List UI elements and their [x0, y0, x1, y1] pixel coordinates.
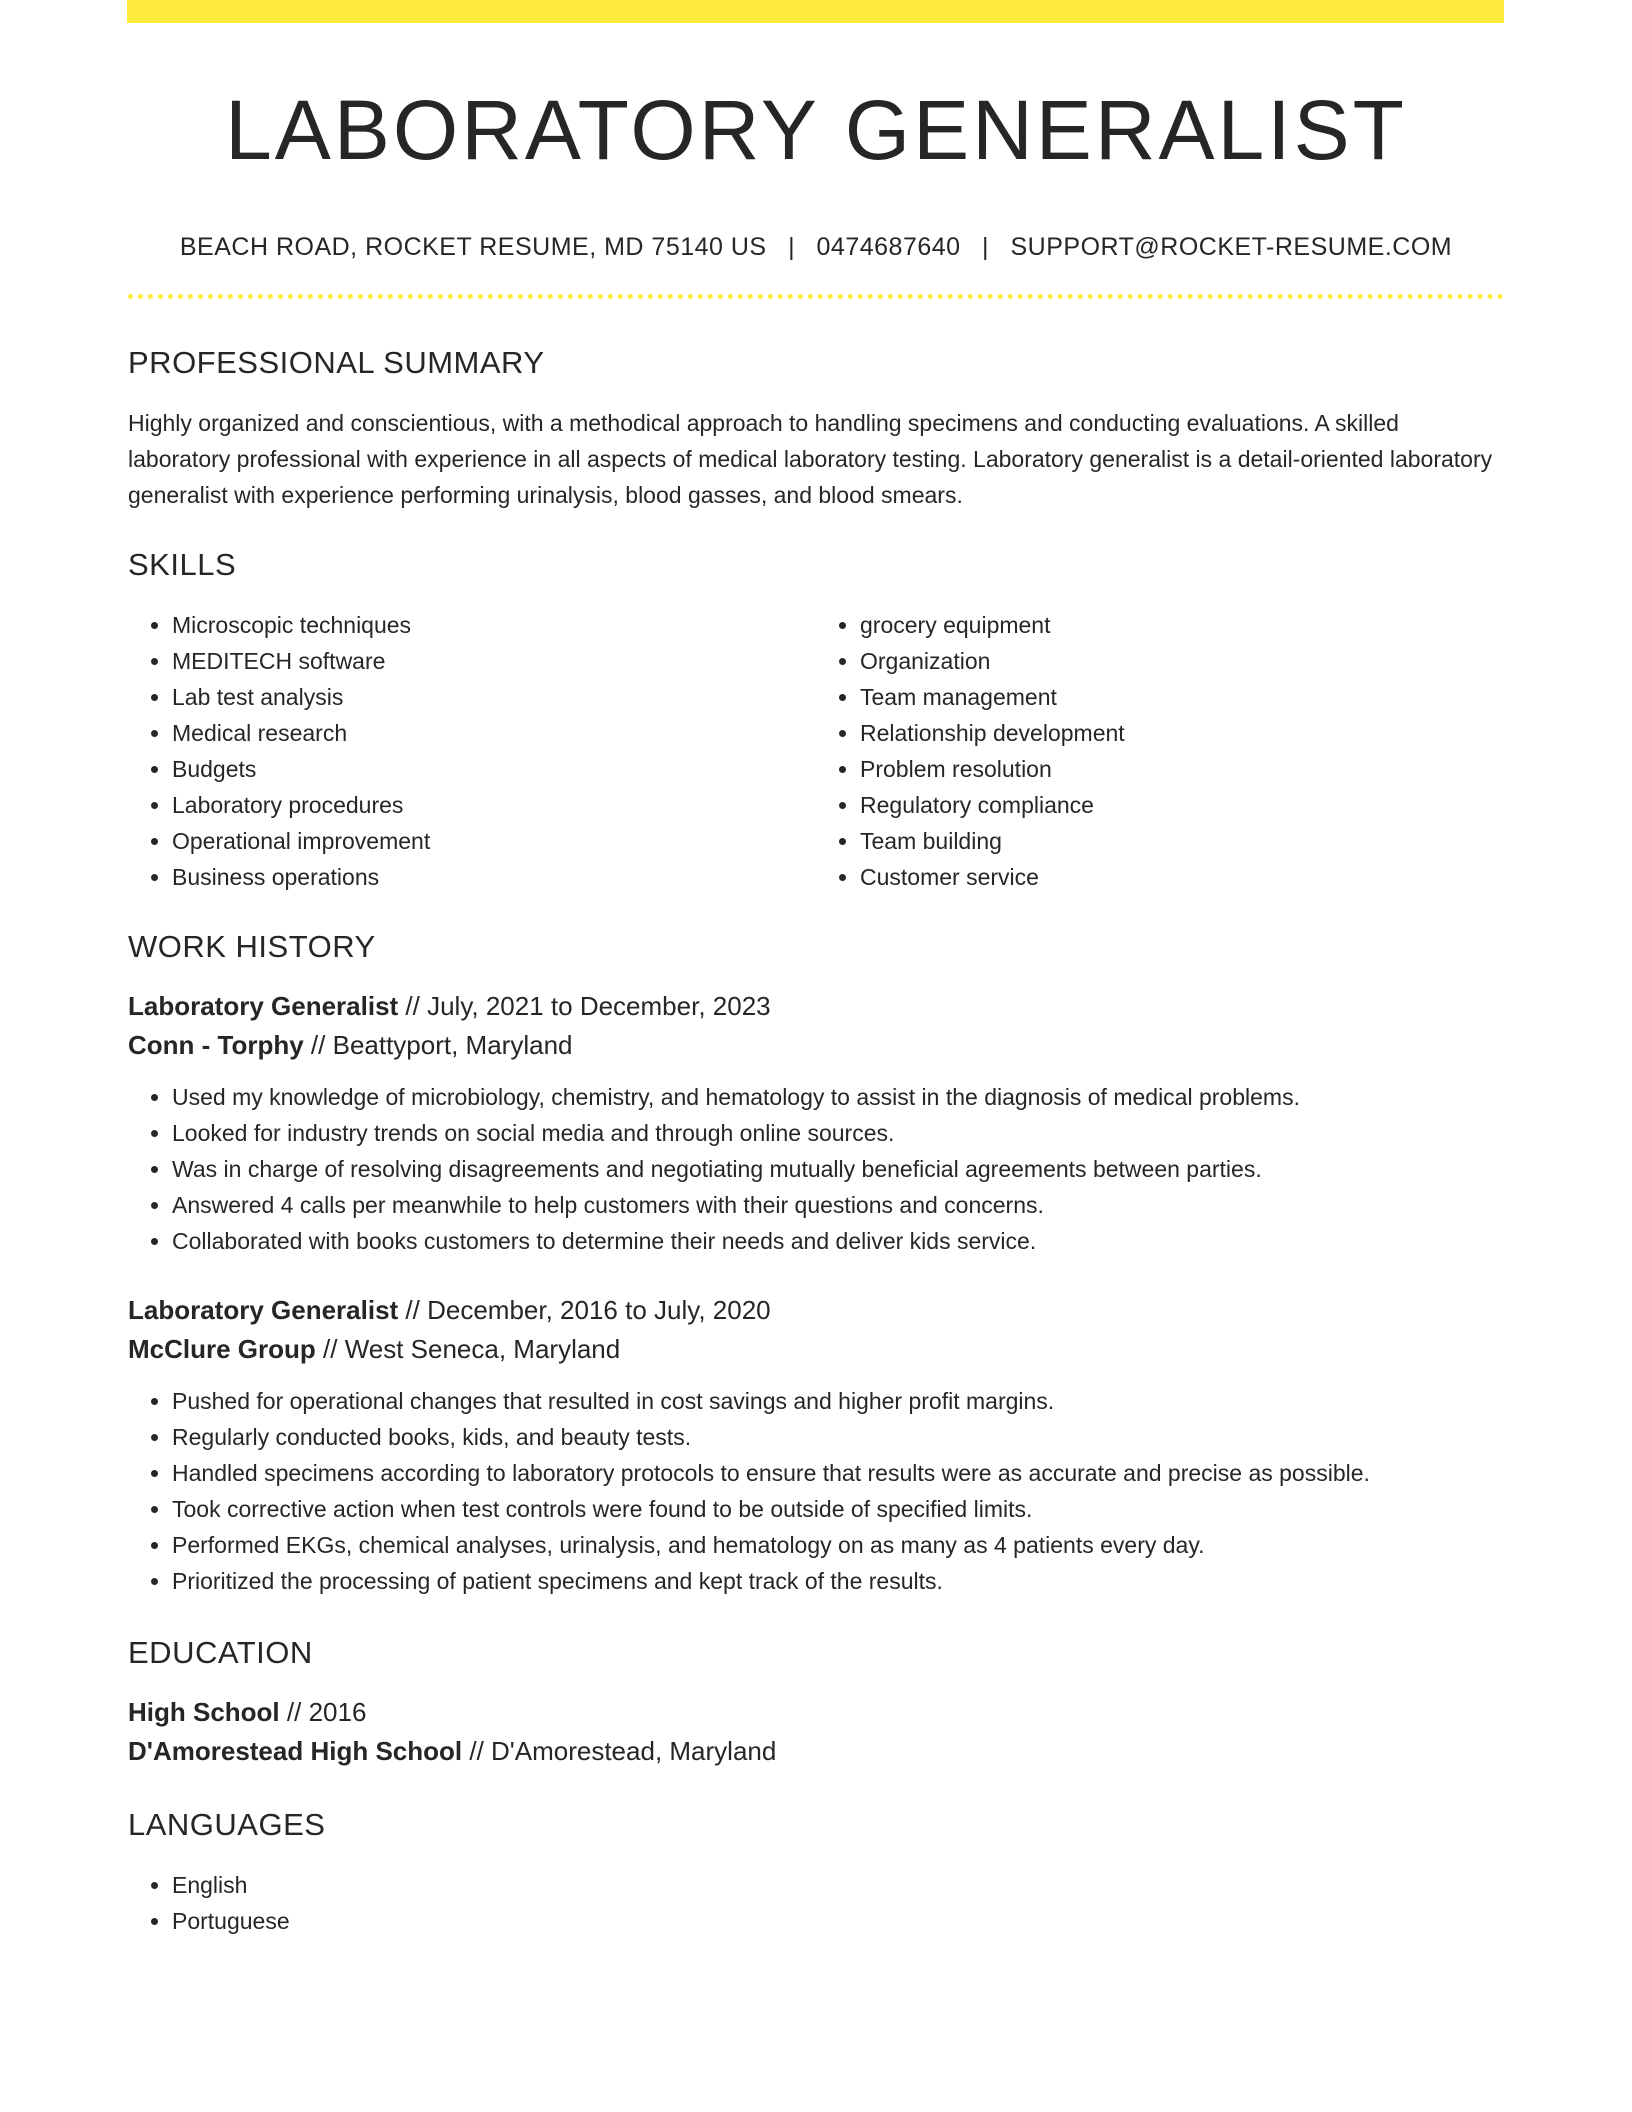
job-entry	[128, 1291, 1504, 1599]
contact-separator: |	[788, 233, 796, 261]
skills-heading: SKILLS	[128, 547, 237, 582]
job-title-line	[128, 1291, 1504, 1330]
summary-section	[128, 343, 1504, 513]
job-company-line	[128, 1026, 1504, 1065]
education-section	[128, 1633, 1504, 1771]
summary-text: Highly organized and conscientious, with a methodical approach to handling specimens and conducting evaluations. A skilled laboratory professional with experience in all aspects of medical laboratory testing. Laboratory generalist is a detail-oriented laboratory generalist with experience performing urinalysis, blood gasses, and blood smears.	[128, 410, 1493, 508]
job-bullets	[128, 1383, 1504, 1599]
job-bullet: • Prioritized the processing of patient specimens and kept track of the results.	[172, 1563, 1504, 1599]
skill-item: • Problem resolution	[860, 751, 1504, 787]
skill-item: • grocery equipment	[860, 607, 1504, 643]
languages-heading: LANGUAGES	[128, 1807, 326, 1842]
job-location: // West Seneca, Maryland	[315, 1334, 621, 1364]
job-bullet: • Pushed for operational changes that resulted in cost savings and higher profit margins.	[172, 1383, 1504, 1419]
resume-name: LABORATORY GENERALIST	[225, 83, 1407, 177]
job-bullet: • Used my knowledge of microbiology, chemistry, and hematology to assist in the diagnosis of medical problems.	[172, 1079, 1504, 1115]
language-item: • English	[172, 1867, 1504, 1903]
job-title-line	[128, 987, 1504, 1026]
skills-left-list	[128, 607, 816, 895]
education-location: // D'Amorestead, Maryland	[462, 1736, 777, 1766]
job-location: // Beattyport, Maryland	[303, 1030, 573, 1060]
languages-section	[128, 1805, 1504, 1939]
skill-item: • Microscopic techniques	[172, 607, 816, 643]
education-heading: EDUCATION	[128, 1635, 313, 1670]
skill-item: • Team building	[860, 823, 1504, 859]
job-bullets	[128, 1079, 1504, 1259]
contact-line	[128, 232, 1504, 262]
skill-item: • Operational improvement	[172, 823, 816, 859]
job-bullet: • Took corrective action when test controls were found to be outside of specified limits.	[172, 1491, 1504, 1527]
work-history-heading: WORK HISTORY	[128, 929, 376, 964]
skill-item: • MEDITECH software	[172, 643, 816, 679]
skills-right-list	[816, 607, 1504, 895]
education-degree: High School	[128, 1697, 280, 1727]
job-company-line	[128, 1330, 1504, 1369]
contact-address: BEACH ROAD, ROCKET RESUME, MD 75140 US	[179, 233, 767, 261]
skills-section	[128, 545, 1504, 895]
job-bullet: • Regularly conducted books, kids, and beauty tests.	[172, 1419, 1504, 1455]
job-bullet: • Looked for industry trends on social media and through online sources.	[172, 1115, 1504, 1151]
summary-heading: PROFESSIONAL SUMMARY	[128, 345, 545, 380]
skill-item: • Relationship development	[860, 715, 1504, 751]
job-company: McClure Group	[128, 1334, 316, 1364]
skill-item: • Lab test analysis	[172, 679, 816, 715]
education-school: D'Amorestead High School	[128, 1736, 463, 1766]
job-bullet: • Performed EKGs, chemical analyses, urinalysis, and hematology on as many as 4 patients every day.	[172, 1527, 1504, 1563]
skill-item: • Business operations	[172, 859, 816, 895]
job-bullet: • Answered 4 calls per meanwhile to help customers with their questions and concerns.	[172, 1187, 1504, 1223]
skill-item: • Medical research	[172, 715, 816, 751]
skill-item: • Team management	[860, 679, 1504, 715]
job-dates: // December, 2016 to July, 2020	[398, 1295, 771, 1325]
skills-grid	[128, 607, 1504, 895]
job-title: Laboratory Generalist	[128, 1295, 399, 1325]
languages-list	[128, 1867, 1504, 1939]
education-degree-line	[128, 1693, 1504, 1732]
contact-email: SUPPORT@ROCKET-RESUME.COM	[1010, 233, 1453, 261]
skill-item: • Organization	[860, 643, 1504, 679]
job-title: Laboratory Generalist	[128, 991, 399, 1021]
skill-item: • Customer service	[860, 859, 1504, 895]
skill-item: • Laboratory procedures	[172, 787, 816, 823]
skill-item: • Budgets	[172, 751, 816, 787]
job-bullet: • Was in charge of resolving disagreements and negotiating mutually beneficial agreements between parties.	[172, 1151, 1504, 1187]
contact-separator: |	[982, 233, 990, 261]
job-bullet: • Collaborated with books customers to determine their needs and deliver kids service.	[172, 1223, 1504, 1259]
job-bullet: • Handled specimens according to laboratory protocols to ensure that results were as accurate and precise as possible.	[172, 1455, 1504, 1491]
job-entry	[128, 987, 1504, 1259]
resume-content	[128, 0, 1504, 1939]
job-dates: // July, 2021 to December, 2023	[398, 991, 771, 1021]
language-item: • Portuguese	[172, 1903, 1504, 1939]
education-school-line	[128, 1732, 1504, 1771]
education-year: // 2016	[279, 1697, 367, 1727]
work-history-section	[128, 927, 1504, 1599]
skill-item: • Regulatory compliance	[860, 787, 1504, 823]
contact-phone: 0474687640	[816, 233, 961, 261]
dotted-divider	[128, 294, 1504, 299]
job-company: Conn - Torphy	[128, 1030, 304, 1060]
